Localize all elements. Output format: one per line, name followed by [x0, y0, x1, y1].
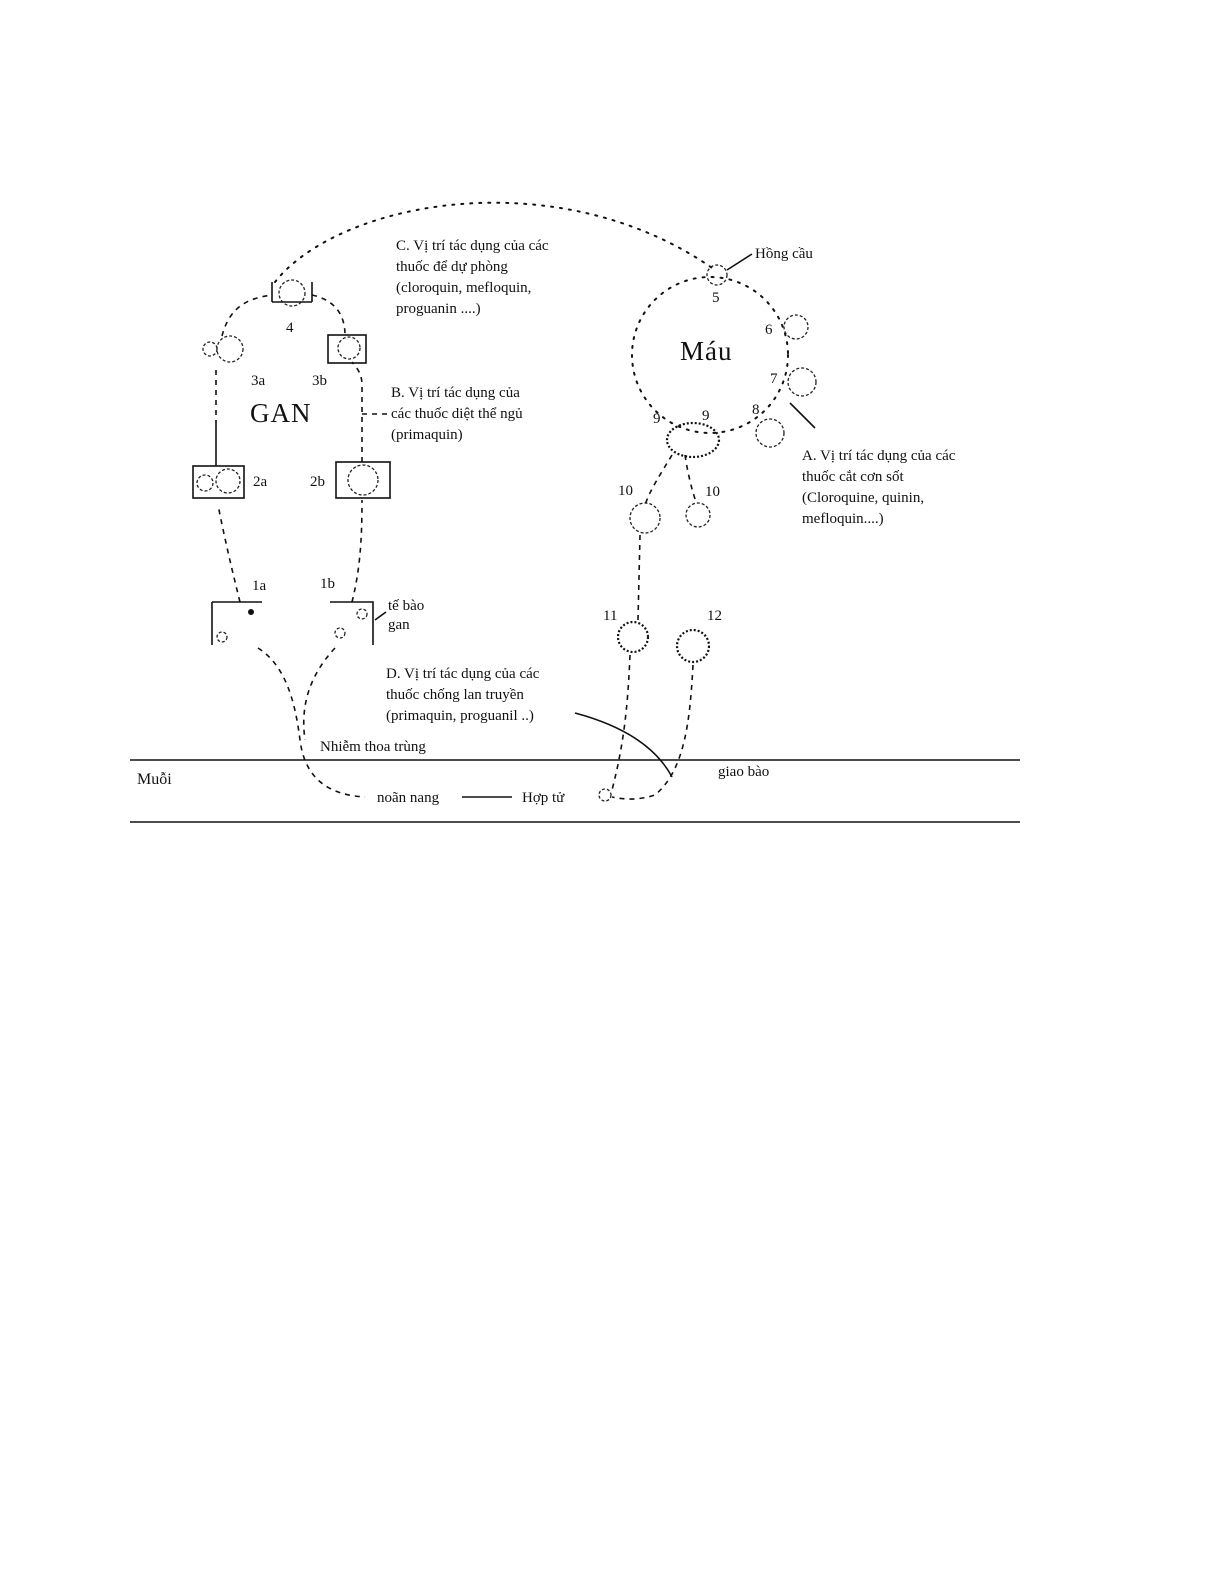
- note-D-line: thuốc chống lan truyền: [386, 687, 524, 703]
- note-C-line: thuốc để dự phòng: [396, 259, 508, 275]
- sporozoite-1a-dot: [248, 609, 254, 615]
- stage-5: 5: [712, 290, 720, 306]
- note-B: [391, 383, 523, 446]
- stage-1b: 1b: [320, 576, 335, 592]
- path-1a-2a: [218, 505, 240, 602]
- pointer-A: [790, 403, 815, 428]
- note-D-line: D. Vị trí tác dụng của các: [386, 666, 540, 682]
- cell-11: [618, 622, 648, 652]
- note-A-line: thuốc cắt cơn sốt: [802, 469, 904, 485]
- cell-2a-b: [216, 469, 240, 493]
- path-3b-4: [312, 295, 345, 335]
- stage-7: 7: [770, 371, 778, 387]
- cell-7: [788, 368, 816, 396]
- stage-12: 12: [707, 608, 722, 624]
- blood-region-label: Máu: [680, 336, 733, 366]
- note-D: [386, 664, 539, 727]
- hypnozoite-box-2b: [336, 462, 390, 498]
- note-B-line: các thuốc diệt thể ngủ: [391, 406, 523, 422]
- cell-8: [756, 419, 784, 447]
- stage-9-left: 9: [653, 411, 661, 427]
- liver-cell-1a-outline: [212, 602, 262, 645]
- path-10-11: [638, 535, 640, 620]
- stage-8: 8: [752, 402, 760, 418]
- red-blood-cell-label: Hồng cầu: [755, 246, 813, 262]
- box-4: [272, 282, 312, 302]
- stage-3b: 3b: [312, 373, 327, 389]
- stage-4: 4: [286, 320, 294, 336]
- cell-6: [784, 315, 808, 339]
- cell-3b: [338, 337, 360, 359]
- note-A-line: A. Vị trí tác dụng của các: [802, 448, 956, 464]
- path-3a-4: [222, 295, 272, 336]
- cell-2a-a: [197, 475, 213, 491]
- note-C-line: proguanin ....): [396, 301, 481, 317]
- mosquito-region-label: Muỗi: [137, 771, 172, 788]
- liver-cell-label: [388, 597, 424, 635]
- note-C: [396, 236, 549, 320]
- cell-5: [707, 265, 727, 285]
- note-B-line: (primaquin): [391, 427, 463, 443]
- stage-10-left: 10: [618, 483, 633, 499]
- cell-1a: [217, 632, 227, 642]
- pointer-red-cell: [727, 254, 752, 270]
- note-A: [802, 446, 955, 530]
- cell-12: [677, 630, 709, 662]
- pointer-D: [575, 713, 672, 777]
- gametocyte-label: giao bào: [718, 764, 770, 780]
- cell-3a: [217, 336, 243, 362]
- stage-2a: 2a: [253, 474, 268, 490]
- pointer-liver-cell: [375, 612, 386, 620]
- schizont-box-2a: [193, 466, 244, 498]
- note-C-line: C. Vị trí tác dụng của các: [396, 238, 549, 254]
- sporozoite-path-left: [258, 648, 365, 797]
- cell-9: [667, 423, 719, 457]
- cell-2b: [348, 465, 378, 495]
- liver-region-label: GAN: [250, 398, 312, 428]
- note-C-line: (cloroquin, mefloquin,: [396, 280, 532, 296]
- liver-cell-label-line1: tế bào: [388, 598, 425, 614]
- stage-3a: 3a: [251, 373, 266, 389]
- cell-1b: [335, 628, 345, 638]
- stage-9-right: 9: [702, 408, 710, 424]
- stage-1a: 1a: [252, 578, 267, 594]
- cell-3a-small: [203, 342, 217, 356]
- stage-11: 11: [603, 608, 618, 624]
- note-A-line: (Cloroquine, quinin,: [802, 490, 925, 506]
- stage-6: 6: [765, 322, 773, 338]
- sporozoite-path-right: [304, 648, 335, 740]
- sporozoite-label: Nhiễm thoa trùng: [320, 739, 426, 755]
- note-B-line: B. Vị trí tác dụng của: [391, 385, 520, 401]
- zygote-cell: [599, 789, 611, 801]
- liver-cell-1b-outline: [330, 602, 373, 645]
- path-9-10b: [685, 455, 696, 502]
- liver-cell-label-line2: gan: [388, 617, 410, 633]
- note-D-line: (primaquin, proguanil ..): [386, 708, 534, 724]
- note-A-line: mefloquin....): [802, 511, 884, 527]
- zygote-label: Hợp tử: [522, 790, 565, 806]
- cell-10b: [686, 503, 710, 527]
- path-2b-3b: [352, 362, 362, 462]
- stage-10-right: 10: [705, 484, 720, 500]
- cell-10a: [630, 503, 660, 533]
- path-11-zygote: [612, 655, 630, 790]
- cell-1b-dot: [357, 609, 367, 619]
- stage-2b: 2b: [310, 474, 325, 490]
- oocyst-label: noãn nang: [377, 790, 440, 806]
- path-9-10a: [645, 455, 672, 505]
- path-1b-2b: [352, 500, 362, 602]
